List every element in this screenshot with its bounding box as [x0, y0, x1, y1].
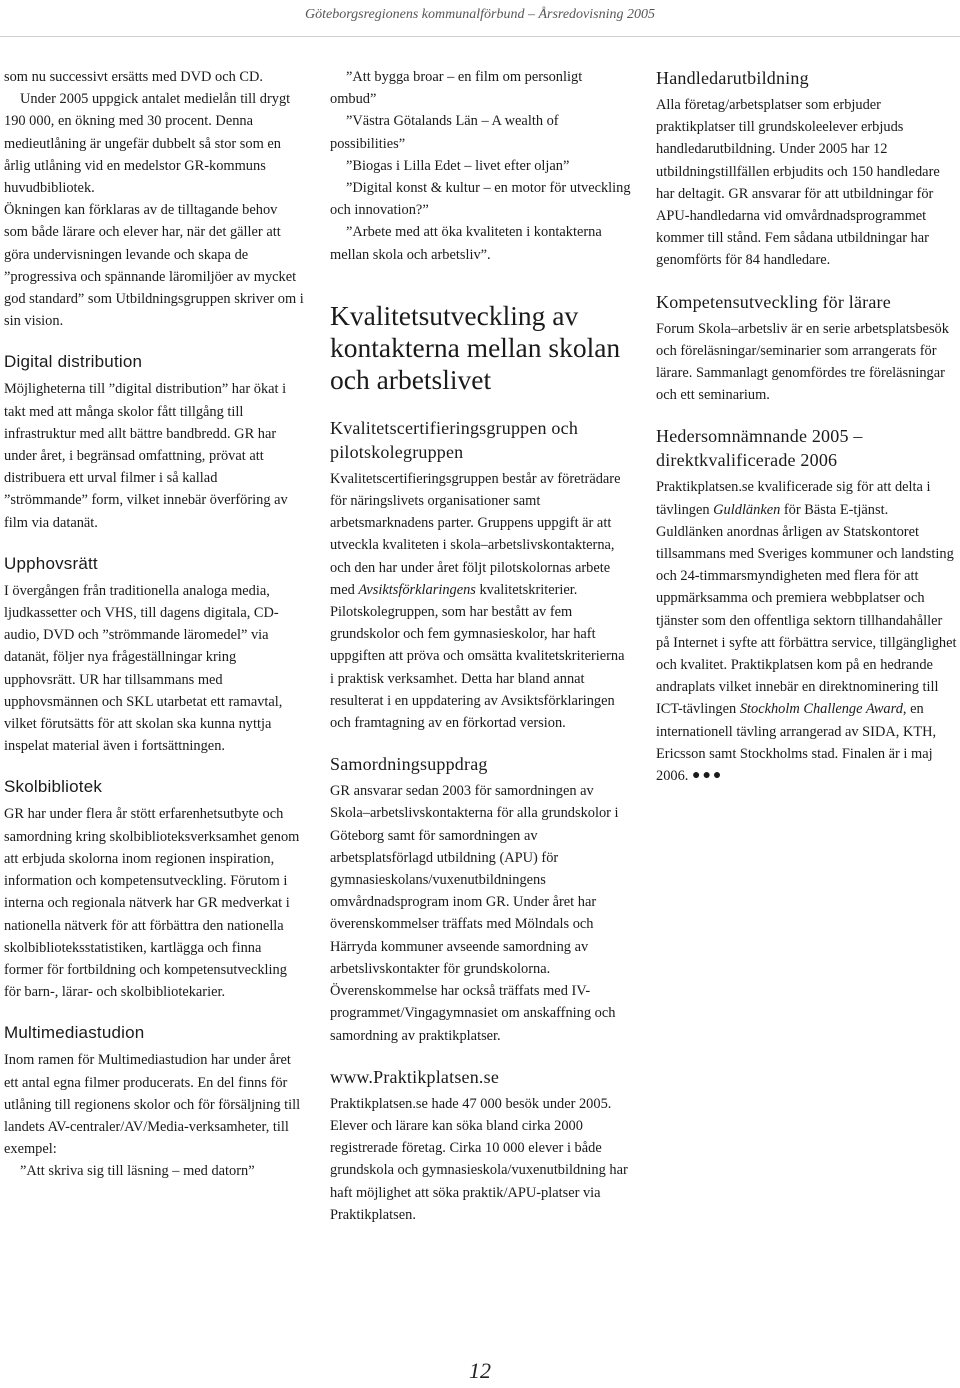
film-example: ”Digital konst & kultur – en motor för utveckling och innovation?” — [330, 180, 631, 219]
section-hedersomnamnande — [656, 424, 958, 787]
section-heading: Hedersomnämnande 2005 – direktkvalificerade 2006 — [656, 426, 863, 471]
section-skolbibliotek — [4, 775, 304, 1003]
column-right — [656, 66, 958, 787]
body-italic: Stockholm Challenge Award — [739, 701, 903, 718]
body-text: Kvalitetscertifieringsgruppen består av företrädare för näringslivets organisationer samt arbetsmarknadens parter. Gruppens uppgift är att utveckla kvaliteten i skola–arbetslivskontakterna, och den har under året följt pilotskolornas arbete med — [330, 470, 621, 598]
film-example: ”Att bygga broar – en film om personligt ombud” — [330, 69, 583, 108]
section-heading: Handledarutbildning — [656, 68, 809, 88]
body-text: kvalitetskriterier. Pilotskolegruppen, som har bestått av fem grundskolor och fem gymnasieskolor, har haft uppgiften att pröva och omsätta kvalitetskriterierna i praktisk verksamhet. Detta har bland annat resulterat i en uppdatering av Avsiktsförklaringen och framtagning av en förkortad version. — [330, 581, 625, 732]
section-multimediastudion — [4, 1021, 304, 1182]
intro-paragraph: som nu successivt ersätts med DVD och CD. — [4, 69, 263, 85]
section-heading: www.Praktikplatsen.se — [330, 1066, 500, 1087]
column-middle — [330, 66, 632, 1226]
body-italic: Guldlänken — [713, 501, 781, 518]
medielan-paragraph: Under 2005 uppgick antalet medielån till drygt 190 000, en ökning med 30 procent. Denna medieutlåning är ungefär dubbelt så stor som en årlig utlåning vid en medelstor GR-kommuns huvudbibliotek. — [4, 91, 291, 197]
page-number: 12 — [469, 1358, 491, 1383]
main-heading: Kvalitetsutveckling av kontakterna mellan skolan och arbetslivet — [330, 299, 621, 395]
section-heading: Upphovsrätt — [4, 553, 98, 573]
column-left — [4, 66, 304, 1183]
film-example: ”Västra Götalands Län – A wealth of possibilities” — [330, 113, 559, 152]
section-kvalitetscertifiering — [330, 416, 632, 734]
section-kompetensutveckling — [656, 290, 958, 407]
film-example: ”Arbete med att öka kvaliteten i kontakterna mellan skola och arbetsliv”. — [330, 224, 602, 263]
section-body — [656, 476, 958, 787]
section-heading: Kvalitetscertifieringsgruppen och pilotskolegruppen — [330, 417, 579, 462]
section-samordningsuppdrag — [330, 752, 632, 1046]
section-body: GR ansvarar sedan 2003 för samordningen av Skola–arbetslivskontakterna för alla grundskolor i Göteborg samt för samordningen av arbetsplatsförlagd utbildning (APU) för gymnasieskolans/vuxenutbildningens omvårdnadsprogram inom GR. Under året har överenskommelser träffats med Mölndals och Härryda kommuner avseende samordning av arbetslivskontakter för grundskolorna. Överenskommelse har också träffats med IV-programmet/Vingagymnasiet om anskaffning och samordning av praktikplatser. — [330, 783, 619, 1044]
section-body: Inom ramen för Multimediastudion har under året ett antal egna filmer producerats. En del finns för utlåning till regionens skolor och för försäljning till landets AV-centraler/AV/Media-verksamheter, till exempel: — [4, 1052, 301, 1158]
body-text: för Bästa E-tjänst. Guldlänken anordnas årligen av Statskontoret tillsammans med Sveriges kommuner och landsting och 24-timmarsmyndigheten med flera för att uppmärksamma och premiera webbplatser och tjänster som den offentliga sektorn tillhandahåller på Internet i syfte att förbättra service, tillgänglighet och kvalitet. Praktikplatsen kom på en hedrande andraplats vilket innebär en direktnominering till ICT-tävlingen — [656, 501, 957, 718]
body-text: Praktikplatsen.se kvalificerade sig för att delta i tävlingen — [656, 479, 931, 518]
section-body: Forum Skola–arbetsliv är en serie arbetsplatsbesök och föreläsningar/seminarier som arrangerats för lärare. Sammanlagt genomfördes tre föreläsningar och ett seminarium. — [656, 320, 949, 404]
section-heading: Skolbibliotek — [4, 777, 103, 797]
film-example-list — [330, 66, 632, 266]
section-body: GR har under flera år stött erfarenhetsutbyte och samordning kring skolbiblioteksverksamhet genom att erbjuda skolorna inom regionen inspiration, information och kompetensutveckling. Förutom i interna och regionala nätverk har GR medverkat i nationella nätverk för att förbättra den nationella skolbiblioteksstatistiken, kartlägga och finna former för fortbildning och kompetensutveckling för barn-, lärar- och skolbibliotekarier. — [4, 806, 300, 1001]
section-heading: Multimediastudion — [4, 1023, 145, 1043]
film-example: ”Biogas i Lilla Edet – livet efter oljan” — [346, 157, 570, 174]
body-text: , en internationell tävling arrangerad av SIDA, KTH, Ericsson samt Stockholms stad. Finalen är i maj 2006. — [656, 701, 937, 785]
header-divider — [0, 36, 960, 37]
section-body: I övergången från traditionella analoga media, ljudkassetter och VHS, till dagens digitala, CD-audio, DVD och ”strömmande läromedel” via datanät, följer nya frågeställningar kring upphovsrätt. UR har tillsammans med upphovsmännen och SKL utarbetat ett ramavtal, vilket förutsätts för att skolan ska kunna nyttja inspelat material även i fortsättningen. — [4, 582, 283, 755]
section-body — [330, 468, 632, 734]
section-praktikplatsen — [330, 1065, 632, 1226]
section-heading: Digital distribution — [4, 352, 143, 372]
section-body: Möjligheterna till ”digital distribution” har ökat i takt med att många skolor fått tillgång till infrastruktur med allt bättre bandbredd. GR har under året, i begränsad omfattning, prövat att distribuera ett urval filmer i så kallad ”strömmande” form, vilket innebär överföring av film via datanät. — [4, 381, 288, 531]
section-upphovsratt — [4, 552, 304, 758]
section-heading: Kompetensutveckling för lärare — [656, 291, 891, 312]
film-example: ”Att skriva sig till läsning – med datorn” — [20, 1163, 255, 1180]
section-body: Praktikplatsen.se hade 47 000 besök under 2005. Elever och lärare kan söka bland cirka 2000 registrerade företag. Cirka 10 000 elever i både grundskola och gymnasieskola/vuxenutbildning har haft möjlighet att söka praktik/APU-platser via Praktikplatsen. — [330, 1095, 628, 1223]
section-body: Alla företag/arbetsplatser som erbjuder praktikplatser till grundskoleelever erbjuds handledarutbildning. Under 2005 har 12 utbildningstillfällen erbjudits och 150 handledare har deltagit. GR ansvarar för att utbildningar för APU-handledarna vid omvårdnadsprogrammet kommer till stånd. Fem sådana utbildningar har genomförts för 84 handledare. — [656, 97, 940, 269]
body-italic: Avsiktsförklaringens — [358, 581, 476, 598]
end-of-article-mark: ●●● — [692, 768, 724, 784]
running-header: Göteborgsregionens kommunalförbund – Årsredovisning 2005 — [305, 7, 655, 22]
section-heading: Samordningsuppdrag — [330, 754, 488, 775]
section-handledarutbildning — [656, 66, 958, 272]
section-digital-distribution — [4, 350, 304, 533]
okning-paragraph: Ökningen kan förklaras av de tilltagande behov som både lärare och elever har, när det gäller att göra undervisningen levande och skapa de ”progressiva och spännande läromiljöer av mycket god standard” som Utbildningsgruppen skriver om i sin vision. — [4, 202, 304, 330]
